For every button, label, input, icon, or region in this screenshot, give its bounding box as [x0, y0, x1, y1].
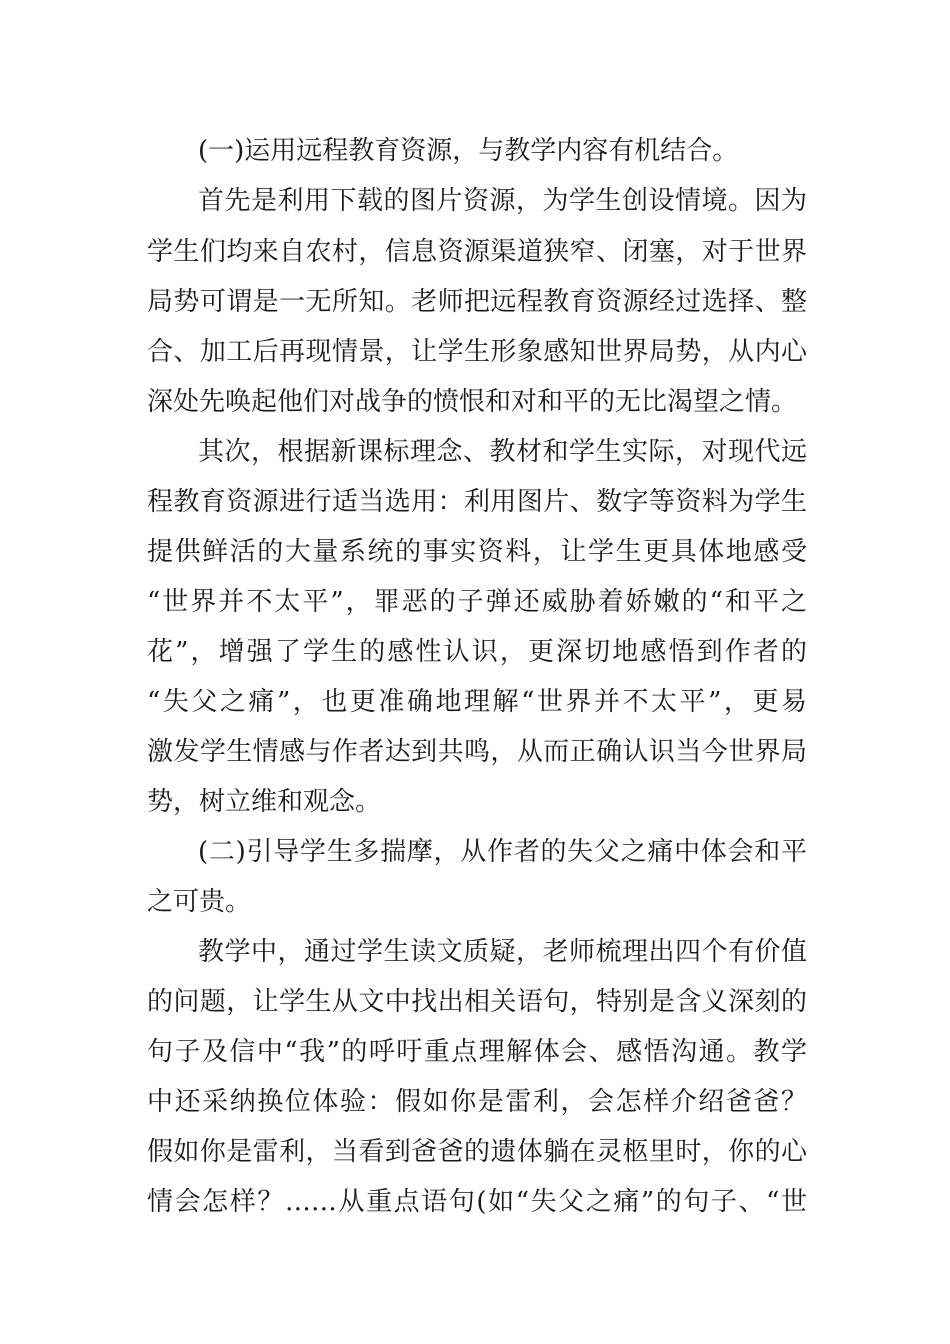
text-line: 势，树立维和观念。	[147, 787, 382, 817]
text-line: 合、加工后再现情景，让学生形象感知世界局势，从内心	[147, 337, 807, 367]
text-line: 深处先唤起他们对战争的愤恨和对和平的无比渴望之情。	[147, 387, 798, 417]
text-line: “失父之痛”，也更准确地理解“世界并不太平”，更易	[147, 687, 807, 717]
text-line: 局势可谓是一无所知。老师把远程教育资源经过选择、整	[147, 287, 807, 317]
text-line: (一)运用远程教育资源，与教学内容有机结合。	[198, 136, 739, 166]
text-line: “世界并不太平”，罪恶的子弹还威胁着娇嫩的“和平之	[147, 587, 807, 617]
text-line: 首先是利用下载的图片资源，为学生创设情境。因为	[198, 186, 807, 216]
text-line: 学生们均来自农村，信息资源渠道狭窄、闭塞，对于世界	[147, 237, 807, 267]
text-line: 教学中，通过学生读文质疑，老师梳理出四个有价值	[198, 937, 807, 967]
text-line: 程教育资源进行适当选用：利用图片、数字等资料为学生	[147, 487, 807, 517]
text-line: 其次，根据新课标理念、教材和学生实际，对现代远	[198, 437, 807, 467]
text-line: 提供鲜活的大量系统的事实资料，让学生更具体地感受	[147, 537, 807, 567]
text-line: 句子及信中“我”的呼吁重点理解体会、感悟沟通。教学	[147, 1037, 807, 1067]
text-line: 的问题，让学生从文中找出相关语句，特别是含义深刻的	[147, 987, 807, 1017]
text-line: (二)引导学生多揣摩，从作者的失父之痛中体会和平	[198, 837, 807, 867]
text-line: 之可贵。	[147, 887, 252, 917]
text-line: 激发学生情感与作者达到共鸣，从而正确认识当今世界局	[147, 737, 807, 767]
text-line: 假如你是雷利，当看到爸爸的遗体躺在灵柩里时，你的心	[147, 1137, 807, 1167]
text-line: 中还采纳换位体验：假如你是雷利，会怎样介绍爸爸？	[147, 1087, 807, 1117]
text-line: 花”，增强了学生的感性认识，更深切地感悟到作者的	[147, 637, 807, 667]
text-line: 情会怎样？……从重点语句(如“失父之痛”的句子、“世	[147, 1187, 807, 1217]
